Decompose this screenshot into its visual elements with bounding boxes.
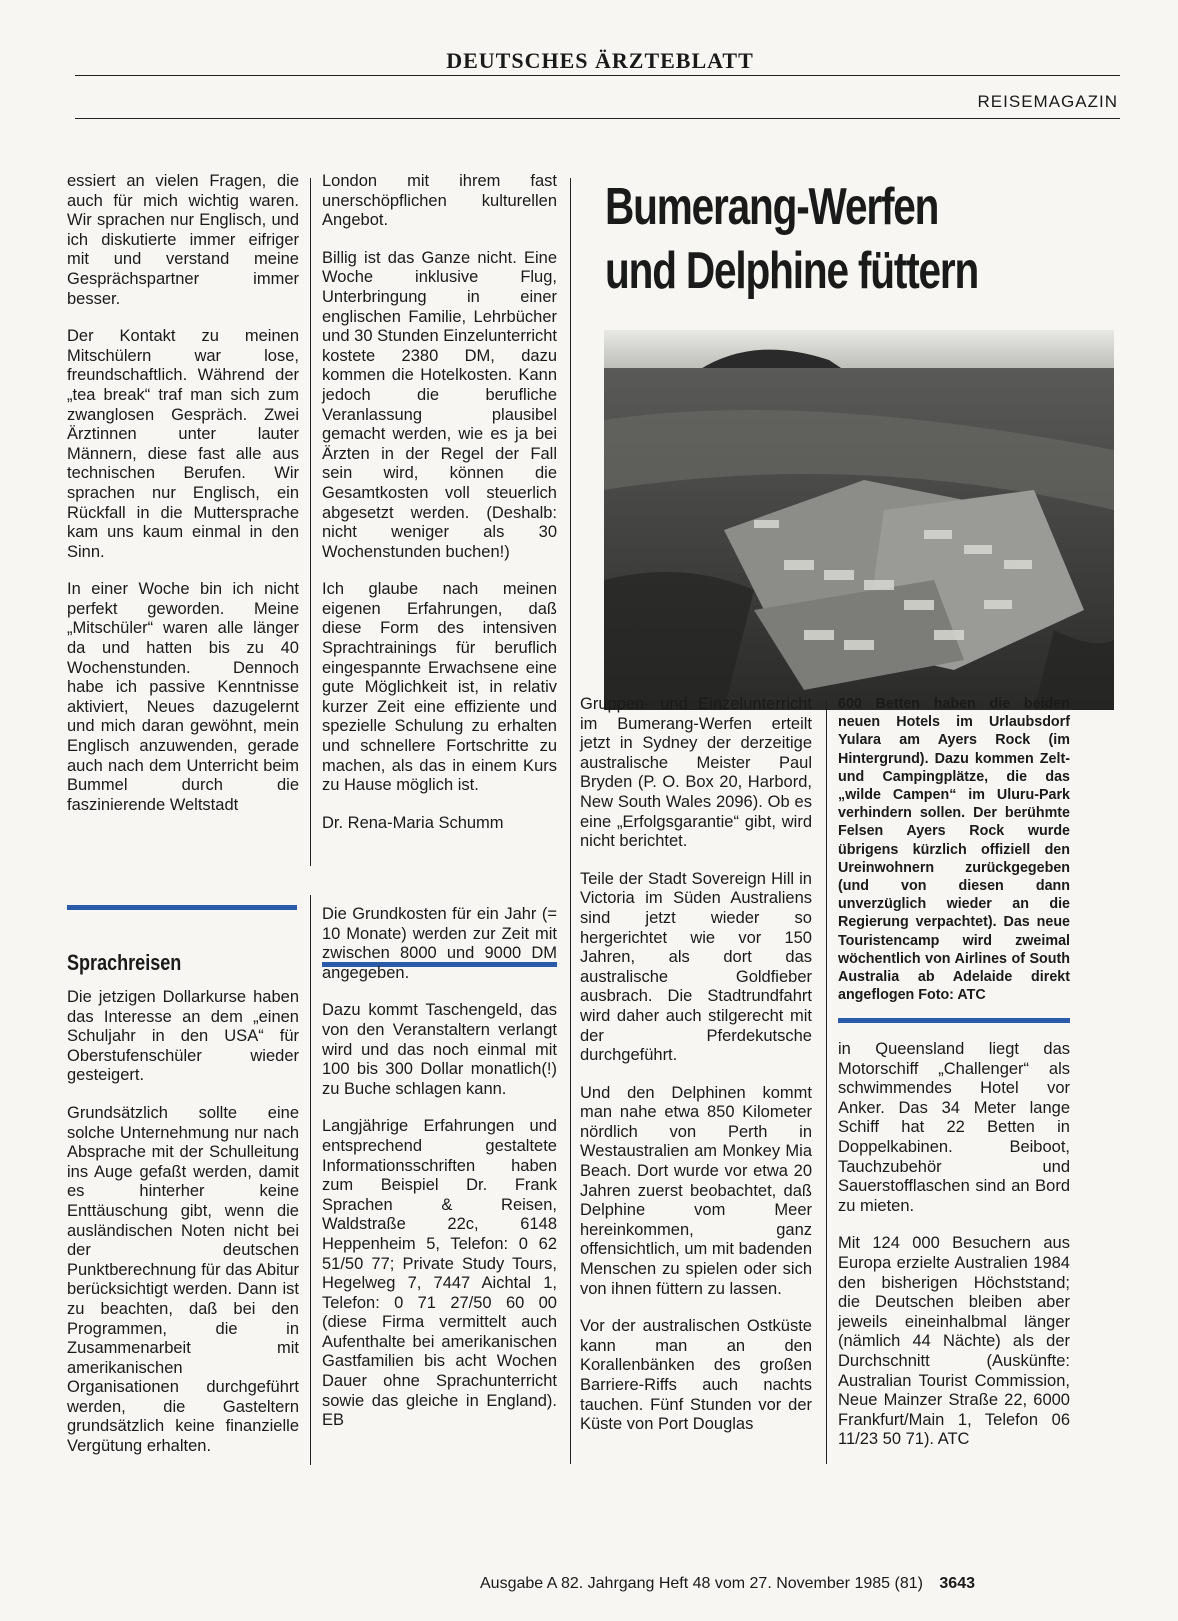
paragraph: in Queensland liegt das Motorschiff „Challenger“ als schwimmendes Hotel vor Anker. Das 34 Meter lange Schiff hat 22 Betten in Doppelkabinen. Beiboot, Tauchzubehör und Sauerstofflaschen sind an Bord zu mieten. [838, 1040, 1070, 1215]
section-label: REISEMAGAZIN [977, 92, 1118, 111]
paragraph: In einer Woche bin ich nicht perfekt geworden. Meine „Mitschüler“ waren alle länger da und hatten bis zu 40 Wochenstunden. Dennoch habe ich passive Kenntnisse aktiviert, Neues dazugelernt und mich daran gewöhnt, mein Englisch anzuwenden, gerade auch nach dem Unterricht beim Bummel durch die faszinierende Weltstadt [67, 580, 299, 814]
paragraph: Die Grundkosten für ein Jahr (= 10 Monate) werden zur Zeit mit zwischen 8000 und 9000 DM angegeben. [322, 905, 557, 982]
paragraph: Langjährige Erfahrungen und entsprechend gestaltete Informationsschriften haben zum Beispiel Dr. Frank Sprachen & Reisen, Waldstraße 22c, 6148 Heppenheim 5, Telefon: 0 62 51/50 77; Private Study Tours, Hegelweg 7, 7447 Aichtal 1, Telefon: 0 71 27/50 60 00 (diese Firma vermittelt auch Aufenthalte bei amerikanischen Gastfamilien bis acht Wochen Dauer ohne Sprachunterricht sowie das gleiche in England). EB [322, 1117, 557, 1430]
header-rule-bottom [75, 118, 1120, 119]
page-number: 3643 [939, 1575, 975, 1592]
paragraph: Vor der australischen Ostküste kann man an den Korallenbänken des großen Barriere-Riffs auch nachts tauchen. Fünf Stunden vor der Küste von Port Douglas [580, 1317, 812, 1434]
issue-info: Ausgabe A 82. Jahrgang Heft 48 vom 27. November 1985 (81) [480, 1575, 923, 1592]
headline-line-2: und Delphine füttern [605, 242, 979, 300]
article-column-2 [322, 172, 557, 851]
header-rule-top [75, 75, 1120, 76]
box-column-1 [67, 988, 299, 1475]
paragraph: Billig ist das Ganze nicht. Eine Woche inklusive Flug, Unterbringung in einer englischen Familie, Lehrbücher und 30 Stunden Einzelunterricht kostete 2380 DM, dazu kommen die Hotelkosten. Kann jedoch die berufliche Veranlassung plausibel gemacht werden, wie es ja bei Ärzten in der Regel der Fall sein wird, können die Gesamtkosten voll steuerlich abgesetzt werden. (Deshalb: nicht weniger als 30 Wochenstunden buchen!) [322, 248, 557, 561]
paragraph: Teile der Stadt Sovereign Hill in Victoria im Süden Australiens sind jetzt wieder so hergerichtet wie vor 150 Jahren, als dort das australische Goldfieber ausbrach. Die Stadtrundfahrt wird daher auch stilgerecht mit der Pferdekutsche durchgeführt. [580, 869, 812, 1065]
masthead: DEUTSCHES ÄRZTEBLATT [446, 48, 754, 73]
paragraph: essiert an vielen Fragen, die auch für mich wichtig waren. Wir sprachen nur Englisch, und ich diskutierte immer eifriger mit und verstand meine Gesprächspartner immer besser. [67, 172, 299, 308]
page-footer [480, 1575, 975, 1593]
author-signature: Dr. Rena-Maria Schumm [322, 813, 504, 832]
article-column-3 [580, 695, 812, 1453]
column-divider [570, 178, 571, 1464]
paragraph: London mit ihrem fast unerschöpflichen kulturellen Angebot. [322, 172, 557, 230]
article-headline [605, 175, 1011, 303]
caption-rule [838, 1018, 1070, 1023]
column-divider [310, 895, 311, 1465]
paragraph: Der Kontakt zu meinen Mitschülern war lose, freundschaftlich. Während der „tea break“ traf man sich zum zwanglosen Gespräch. Zwei Ärztinnen unter lauter Männern, diese fast alle aus technischen Berufen. Wir sprachen nur Englisch, ein Rückfall in die Muttersprache kam uns kaum einmal in den Sinn. [67, 327, 299, 561]
paragraph: Die jetzigen Dollarkurse haben das Interesse an dem „einen Schuljahr in den USA“ für Oberstufenschüler wieder gesteigert. [67, 988, 299, 1085]
column-divider [826, 700, 827, 1464]
paragraph: Gruppen- und Einzelunterricht im Bumerang-Werfen erteilt jetzt in Sydney der derzeitige australische Meister Paul Bryden (P. O. Box 20, Harbord, New South Wales 2096). Ob es eine „Erfolgsgarantie“ gibt, wird nicht berichtet. [580, 695, 812, 851]
headline-line-1: Bumerang-Werfen [605, 178, 939, 236]
paragraph: Dazu kommt Taschengeld, das von den Veranstaltern verlangt wird und das noch einmal mit 100 bis 300 Dollar monatlich(!) zu Buche schlagen kann. [322, 1001, 557, 1098]
photo-caption [838, 695, 1070, 1004]
paragraph: Ich glaube nach meinen eigenen Erfahrungen, daß diese Form des intensiven Sprachtrainings für beruflich eingespannte Erwachsene eine gute Möglichkeit ist, in relativ kurzer Zeit eine effiziente und spezielle Schulung zu erhalten und schnellere Fortschritte zu machen, als das in einem Kurs zu Hause möglich ist. [322, 580, 557, 795]
article-column-4 [838, 1040, 1070, 1468]
article-column-1 [67, 172, 299, 833]
box-title: Sprachreisen [67, 950, 182, 975]
box-rule-top [67, 905, 297, 910]
caption-text: 600 Betten haben die beiden neuen Hotels im Urlaubsdorf Yulara am Ayers Rock (im Hintergrund). Dazu kommen Zelt- und Campingplätze, die das „wilde Campen“ im Uluru-Park verhindern sollen. Der berühmte Felsen Ayers Rock wurde übrigens kürzlich offiziell den Ureinwohnern zurückgegeben (und von diesen dann unverzüglich wieder an die Regierung verpachtet). Das neue Touristencamp wird zweimal wöchentlich von Airlines of South Australia ab Adelaide direkt angeflogen Foto: ATC [838, 696, 1070, 1004]
paragraph: Mit 124 000 Besuchern aus Europa erzielte Australien 1984 den bisherigen Höchststand; die Deutschen bleiben aber jeweils eineinhalbmal länger (nämlich 44 Nächte) als der Durchschnitt (Auskünfte: Australian Tourist Commission, Neue Mainzer Straße 22, 6000 Frankfurt/Main 1, Telefon 06 11/23 50 71). ATC [838, 1234, 1070, 1449]
paragraph: Und den Delphinen kommt man nahe etwa 850 Kilometer nördlich von Perth in Westaustralien am Monkey Mia Beach. Dort wurde vor etwa 20 Jahren zuerst beobachtet, daß Delphine vom Meer hereinkommen, ganz offensichtlich, um mit badenden Menschen zu spielen oder sich von ihnen füttern zu lassen. [580, 1083, 812, 1298]
column-divider [310, 178, 311, 866]
paragraph: Grundsätzlich sollte eine solche Unternehmung nur nach Absprache mit der Schulleitung ins Auge gefaßt werden, damit es hinterher keine Enttäuschung gibt, wenn die ausländischen Noten nicht bei der deutschen Punktberechnung für das Abitur berücksichtigt werden. Dann ist zu beachten, daß bei den Programmen, die in Zusammenarbeit mit amerikanischen Organisationen durchgeführt werden, die Gasteltern grundsätzlich keine finanzielle Vergütung erhalten. [67, 1103, 299, 1456]
aerial-resort-photo [604, 330, 1114, 710]
box-column-2 [322, 905, 557, 1449]
